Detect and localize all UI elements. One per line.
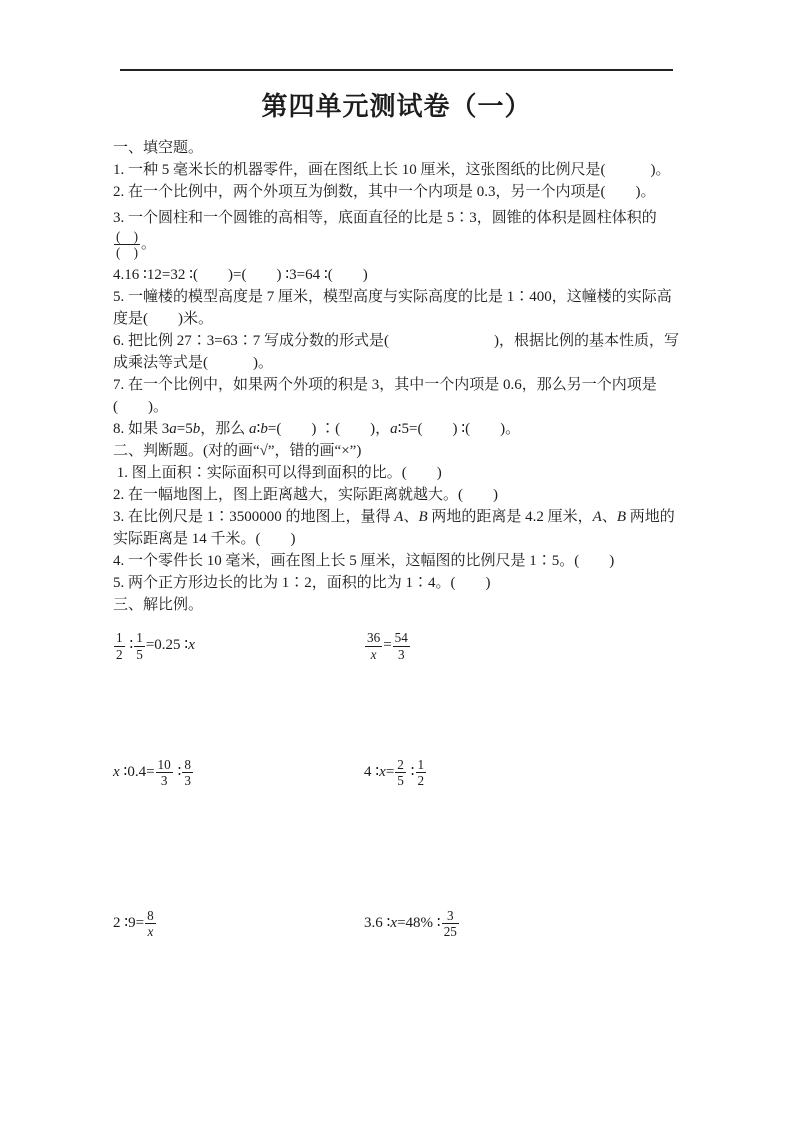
fill-blank-item-3: 3. 一个圆柱和一个圆锥的高相等，底面直径的比是 5∶3，圆锥的体积是圆柱体积的 $\frac{( )}{( )}$ 。 <box>113 210 657 261</box>
proportion-problem-6: 3.6 ∶x=48% ∶ $\frac{3}{25}$ <box>364 908 457 940</box>
proportion-problem-3: x ∶0.4= $\frac{10}{3}$ ∶ $\frac{8}{3}$ <box>113 756 191 788</box>
section-2-heading: 二、判断题。(对的画“√”，错的画“×”) <box>113 443 362 460</box>
fill-blank-item-5: 5. 一幢楼的模型高度是 7 厘米，模型高度与实际高度的比是 1∶400，这幢楼的实际高度是( )米。 <box>113 289 672 328</box>
fill-blank-item-1: 1. 一种 5 毫米长的机器零件，画在图纸上长 10 厘米，这张图纸的比例尺是( )。 <box>113 162 671 178</box>
judge-item-2: 2. 在一幅地图上，图上距离越大，实际距离就越大。( ) <box>113 487 498 504</box>
proportion-row-2 <box>113 757 679 788</box>
judge-item-1: 1. 图上面积∶实际面积可以得到面积的比。( ) <box>113 465 442 482</box>
proportion-problem-4: 4 ∶x= $\frac{2}{5}$ ∶ $\frac{1}{2}$ <box>364 756 425 788</box>
judge-item-4: 4. 一个零件长 10 毫米，画在图上长 5 厘米，这幅图的比例尺是 1∶5。( ) <box>113 553 615 570</box>
fill-blank-item-7: 7. 在一个比例中，如果两个外项的积是 3，其中一个内项是 0.6，那么另一个内项是( )。 <box>113 377 657 416</box>
fill-blank-item-4: 4.16 ∶12=32 ∶( )=( ) ∶3=64 ∶( ) <box>113 267 368 284</box>
proportion-problem-5: 2 ∶9= $\frac{8}{x}$ <box>113 908 154 940</box>
proportion-row-3 <box>113 908 679 939</box>
top-rule <box>120 69 673 71</box>
judge-item-3: 3. 在比例尺是 1∶3500000 的地图上，量得 A、B 两地的距离是 4.2 厘米，A、B 两地的实际距离是 14 千米。( ) <box>113 509 675 548</box>
fill-blank-item-8: 8. 如果 3a=5b，那么 a∶b=( ) ∶( )，a∶5=( ) ∶( )。 <box>113 421 521 438</box>
proportion-problem-2: $\frac{36}{x}$ = $\frac{54}{3}$ <box>367 630 408 662</box>
section-1-heading: 一、填空题。 <box>113 140 204 156</box>
fill-blank-item-2: 2. 在一个比例中，两个外项互为倒数，其中一个内项是 0.3，另一个内项是( )。 <box>113 184 656 200</box>
page-title: 第四单元测试卷（一） <box>261 92 532 121</box>
proportion-row-1 <box>113 630 679 661</box>
paper-body <box>113 137 679 939</box>
judge-item-5: 5. 两个正方形边长的比为 1∶2，面积的比为 1∶4。( ) <box>113 575 491 592</box>
fill-blank-item-6: 6. 把比例 27∶3=63∶7 写成分数的形式是( )，根据比例的基本性质，写成乘法等式是( )。 <box>113 333 679 372</box>
section-3-heading: 三、解比例。 <box>113 597 204 614</box>
proportion-problem-1: $\frac{1}{2}$ ∶ $\frac{1}{5}$ =0.25 ∶x <box>116 630 195 662</box>
